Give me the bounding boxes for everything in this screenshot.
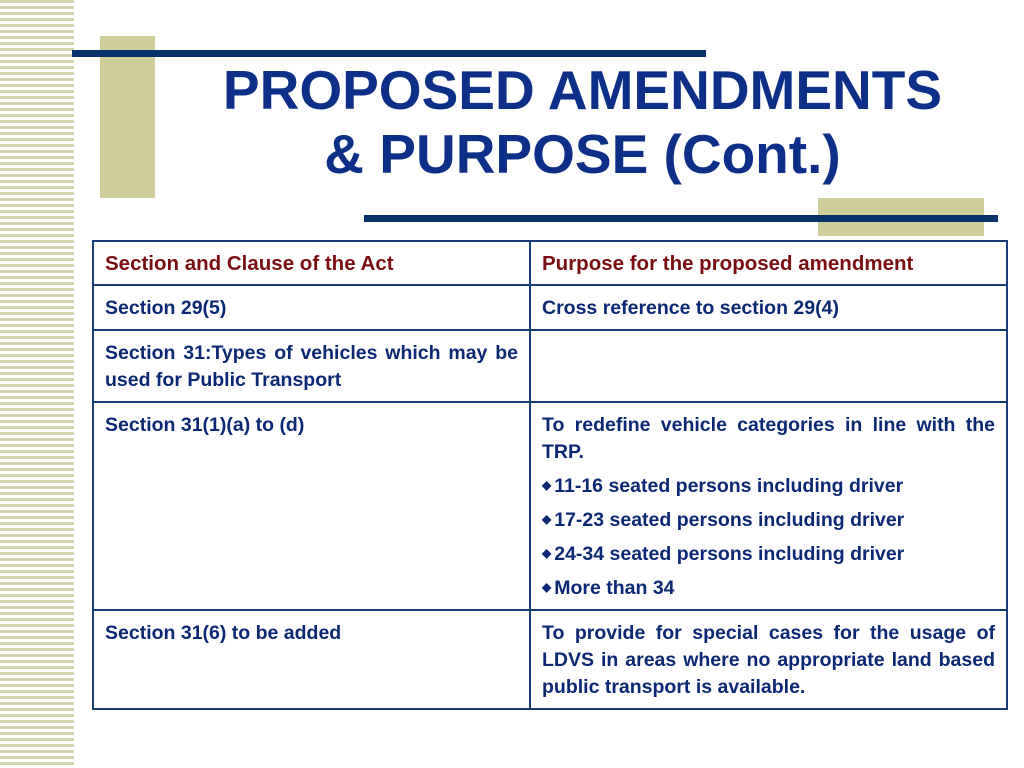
decor-block-left: [100, 36, 155, 198]
diamond-bullet-icon: ◆: [542, 512, 552, 526]
list-item-text: 17-23 seated persons including driver: [554, 509, 905, 531]
list-item: [542, 472, 995, 500]
diamond-bullet-icon: ◆: [542, 580, 552, 594]
list-item: [542, 506, 995, 534]
table-row: [93, 610, 1007, 709]
decor-bar-bottom: [364, 215, 998, 222]
header-section-clause: Section and Clause of the Act: [93, 241, 530, 285]
diamond-bullet-icon: ◆: [542, 546, 552, 560]
purpose-intro-text: To redefine vehicle categories in line with the TRP.: [542, 414, 995, 463]
slide-title-line-2: & PURPOSE (Cont.): [324, 123, 841, 185]
table-header-row: [93, 241, 1007, 285]
table-row: [93, 402, 1007, 610]
list-item-text: 24-34 seated persons including driver: [554, 543, 905, 565]
list-item: [542, 540, 995, 568]
amendments-table: [92, 240, 1008, 710]
table-row: [93, 330, 1007, 402]
striped-side-decoration: [0, 0, 74, 768]
slide-title: [165, 58, 1000, 186]
row-purpose-cell: To provide for special cases for the usage of LDVS in areas where no appropriate land based public transport is available.: [530, 610, 1007, 709]
row-purpose-cell: [530, 402, 1007, 610]
list-item-text: 11-16 seated persons including driver: [554, 475, 904, 497]
row-section-cell: Section 31:Types of vehicles which may be used for Public Transport: [93, 330, 530, 402]
slide-title-line-1: PROPOSED AMENDMENTS: [222, 59, 943, 121]
list-item: [542, 574, 995, 602]
header-purpose: Purpose for the proposed amendment: [530, 241, 1007, 285]
table-row: [93, 285, 1007, 330]
list-item-text: More than 34: [554, 577, 675, 599]
decor-bar-top: [72, 50, 706, 57]
diamond-bullet-icon: ◆: [542, 478, 552, 492]
row-section-cell: Section 29(5): [93, 285, 530, 330]
row-purpose-cell: [530, 330, 1007, 402]
row-section-cell: Section 31(1)(a) to (d): [93, 402, 530, 610]
row-section-cell: Section 31(6) to be added: [93, 610, 530, 709]
row-purpose-cell: Cross reference to section 29(4): [530, 285, 1007, 330]
